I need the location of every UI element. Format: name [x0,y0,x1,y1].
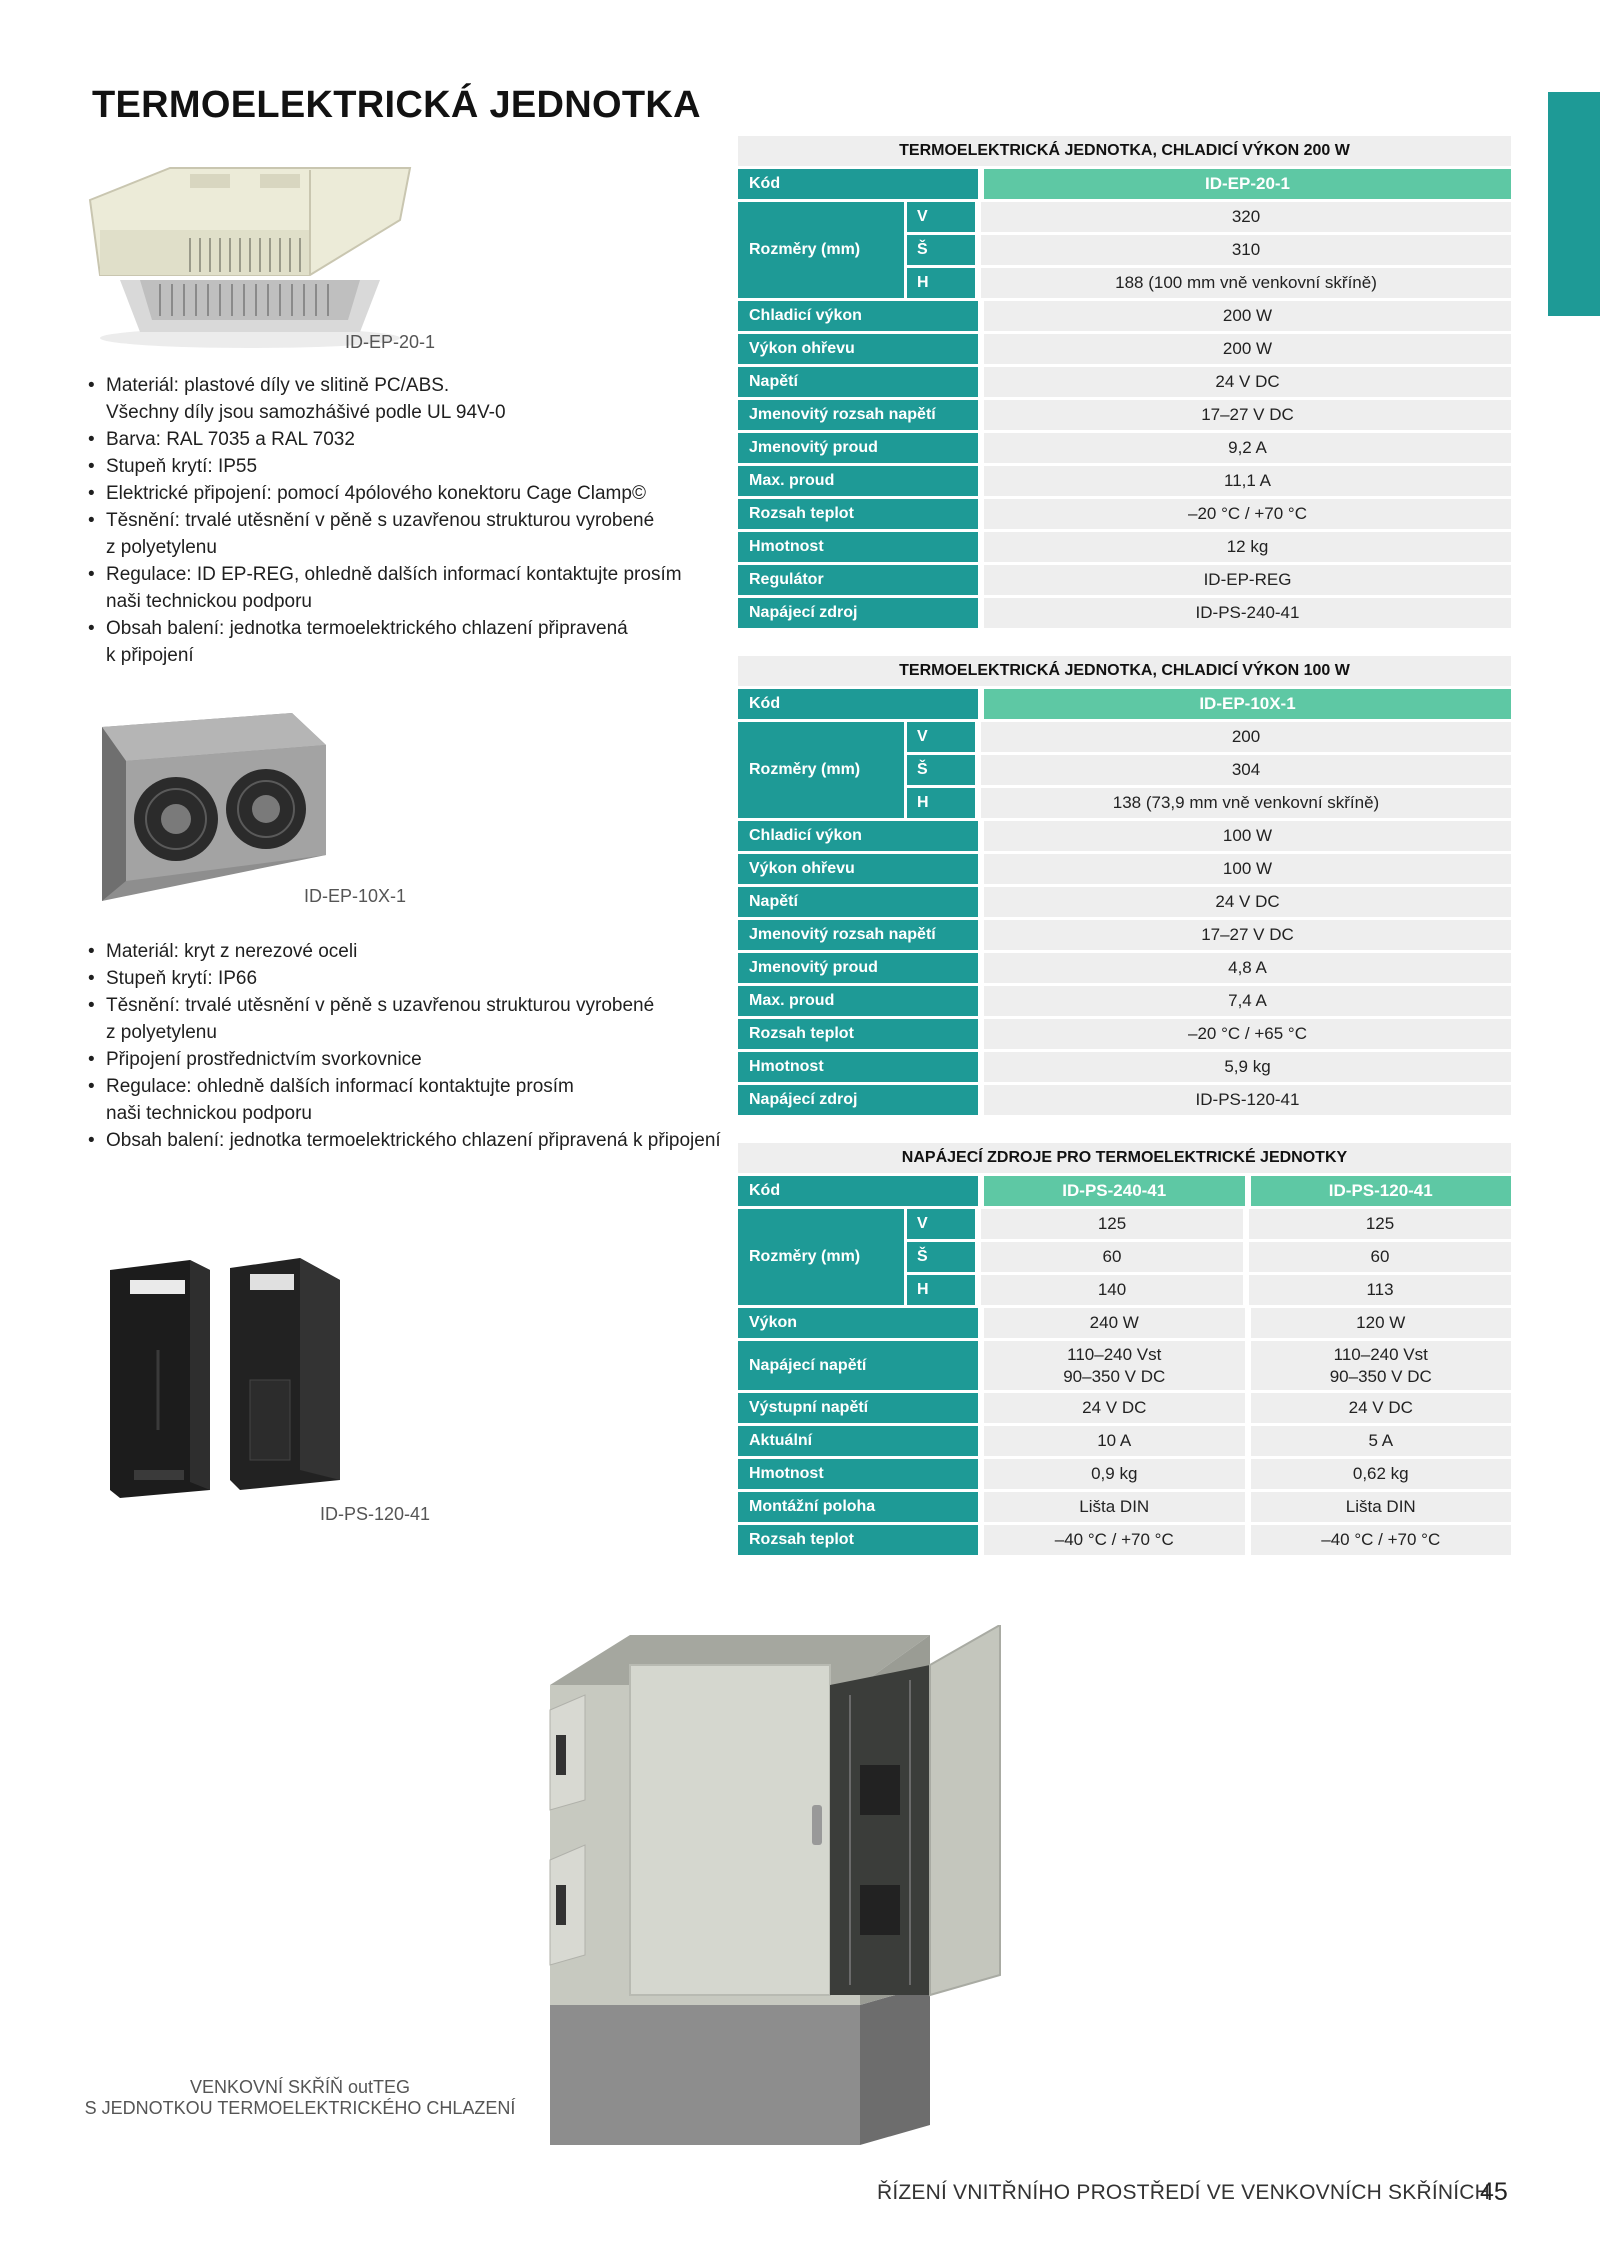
table-row: Max. proud 11,1 A [738,466,1511,496]
product-code: ID-EP-20-1 [984,169,1511,199]
product-image-ps [100,1250,350,1500]
table-row-kod: Kód ID-EP-10X-1 [738,689,1511,719]
feature-item: • Barva: RAL 7035 a RAL 7032 [88,426,682,453]
table-row: Hmotnost 12 kg [738,532,1511,562]
table-row-dimensions: Rozměry (mm) V Š H 200 304 138 (73,9 mm vně venkovní skříně) [738,722,1511,818]
table-row: Montážní poloha Lišta DIN Lišta DIN [738,1492,1511,1522]
page-number: 45 [1480,2178,1508,2206]
table-row: Max. proud 7,4 A [738,986,1511,1016]
feature-item: • Těsnění: trvalé utěsnění v pěně s uzavřenou strukturou vyrobené z polyetylenu [88,507,682,561]
footer-section-title: ŘÍZENÍ VNITŘNÍHO PROSTŘEDÍ VE VENKOVNÍCH SKŘÍNÍCH [876,2181,1490,2204]
table-row: Chladicí výkon 200 W [738,301,1511,331]
feature-item: • Připojení prostřednictvím svorkovnice [88,1046,721,1073]
table-row-dimensions: Rozměry (mm) V Š H 320 310 188 (100 mm vně venkovní skříně) [738,202,1511,298]
spec-table-ep-10x [738,656,1511,1118]
page-title: TERMOELEKTRICKÁ JEDNOTKA [92,84,701,126]
product-caption-ep-20: ID-EP-20-1 [344,332,436,352]
table-title: NAPÁJECÍ ZDROJE PRO TERMOELEKTRICKÉ JEDNOTKY [738,1143,1511,1173]
feature-item: • Elektrické připojení: pomocí 4pólového konektoru Cage Clamp© [88,480,682,507]
table-row-kod: Kód ID-EP-20-1 [738,169,1511,199]
table-row: Jmenovitý proud 9,2 A [738,433,1511,463]
product-image-ep-10x [96,705,336,905]
table-row: Jmenovitý rozsah napětí 17–27 V DC [738,920,1511,950]
table-row: Hmotnost 5,9 kg [738,1052,1511,1082]
product-code: ID-PS-240-41 [984,1176,1245,1206]
feature-item: • Obsah balení: jednotka termoelektrického chlazení připravená k připojení [88,1127,721,1154]
product-image-ep-20 [80,160,420,350]
product-caption-outdoor-cabinet: VENKOVNÍ SKŘÍŇ outTEG S JEDNOTKOU TERMOELEKTRICKÉHO CHLAZENÍ [84,2077,516,2118]
table-row: Hmotnost 0,9 kg 0,62 kg [738,1459,1511,1489]
feature-item: • Materiál: plastové díly ve slitině PC/ABS. Všechny díly jsou samozhášivé podle UL 94V-0 [88,372,682,426]
product-code: ID-EP-10X-1 [984,689,1511,719]
feature-item: • Stupeň krytí: IP66 [88,965,721,992]
product-image-outdoor-cabinet [530,1625,1050,2145]
feature-item: • Regulace: ohledně dalších informací kontaktujte prosím naši technickou podporu [88,1073,721,1127]
feature-item: • Regulace: ID EP-REG, ohledně dalších informací kontaktujte prosím naši technickou podporu [88,561,682,615]
table-row: Výkon 240 W 120 W [738,1308,1511,1338]
table-row: Regulátor ID-EP-REG [738,565,1511,595]
table-row: Rozsah teplot –20 °C / +70 °C [738,499,1511,529]
table-row: Rozsah teplot –40 °C / +70 °C –40 °C / +70 °C [738,1525,1511,1555]
table-row: Jmenovitý rozsah napětí 17–27 V DC [738,400,1511,430]
table-title: TERMOELEKTRICKÁ JEDNOTKA, CHLADICÍ VÝKON 200 W [738,136,1511,166]
product-features-ep-10x [88,938,721,1154]
table-title: TERMOELEKTRICKÁ JEDNOTKA, CHLADICÍ VÝKON 100 W [738,656,1511,686]
product-features-ep-20 [88,372,682,669]
product-caption-ep-10x: ID-EP-10X-1 [303,886,407,906]
table-row: Chladicí výkon 100 W [738,821,1511,851]
product-code: ID-PS-120-41 [1251,1176,1512,1206]
section-tab-marker [1548,92,1600,316]
table-row-dimensions: Rozměry (mm) V Š H 125 60 140 125 60 113 [738,1209,1511,1305]
table-row: Rozsah teplot –20 °C / +65 °C [738,1019,1511,1049]
spec-table-ep-20 [738,136,1511,631]
table-row: Napájecí napětí 110–240 Vst 90–350 V DC 110–240 Vst 90–350 V DC [738,1341,1511,1390]
feature-item: • Obsah balení: jednotka termoelektrického chlazení připravená k připojení [88,615,682,669]
feature-item: • Těsnění: trvalé utěsnění v pěně s uzavřenou strukturou vyrobené z polyetylenu [88,992,721,1046]
table-row: Aktuální 10 A 5 A [738,1426,1511,1456]
table-row: Napájecí zdroj ID-PS-240-41 [738,598,1511,628]
table-row: Napětí 24 V DC [738,887,1511,917]
table-row: Výkon ohřevu 200 W [738,334,1511,364]
feature-item: • Stupeň krytí: IP55 [88,453,682,480]
product-caption-ps: ID-PS-120-41 [319,1504,431,1524]
table-row-kod: Kód ID-PS-240-41 ID-PS-120-41 [738,1176,1511,1206]
table-row: Výkon ohřevu 100 W [738,854,1511,884]
table-row: Napájecí zdroj ID-PS-120-41 [738,1085,1511,1115]
table-row: Výstupní napětí 24 V DC 24 V DC [738,1393,1511,1423]
spec-table-power-supplies [738,1143,1511,1558]
feature-item: • Materiál: kryt z nerezové oceli [88,938,721,965]
table-row: Jmenovitý proud 4,8 A [738,953,1511,983]
table-row: Napětí 24 V DC [738,367,1511,397]
